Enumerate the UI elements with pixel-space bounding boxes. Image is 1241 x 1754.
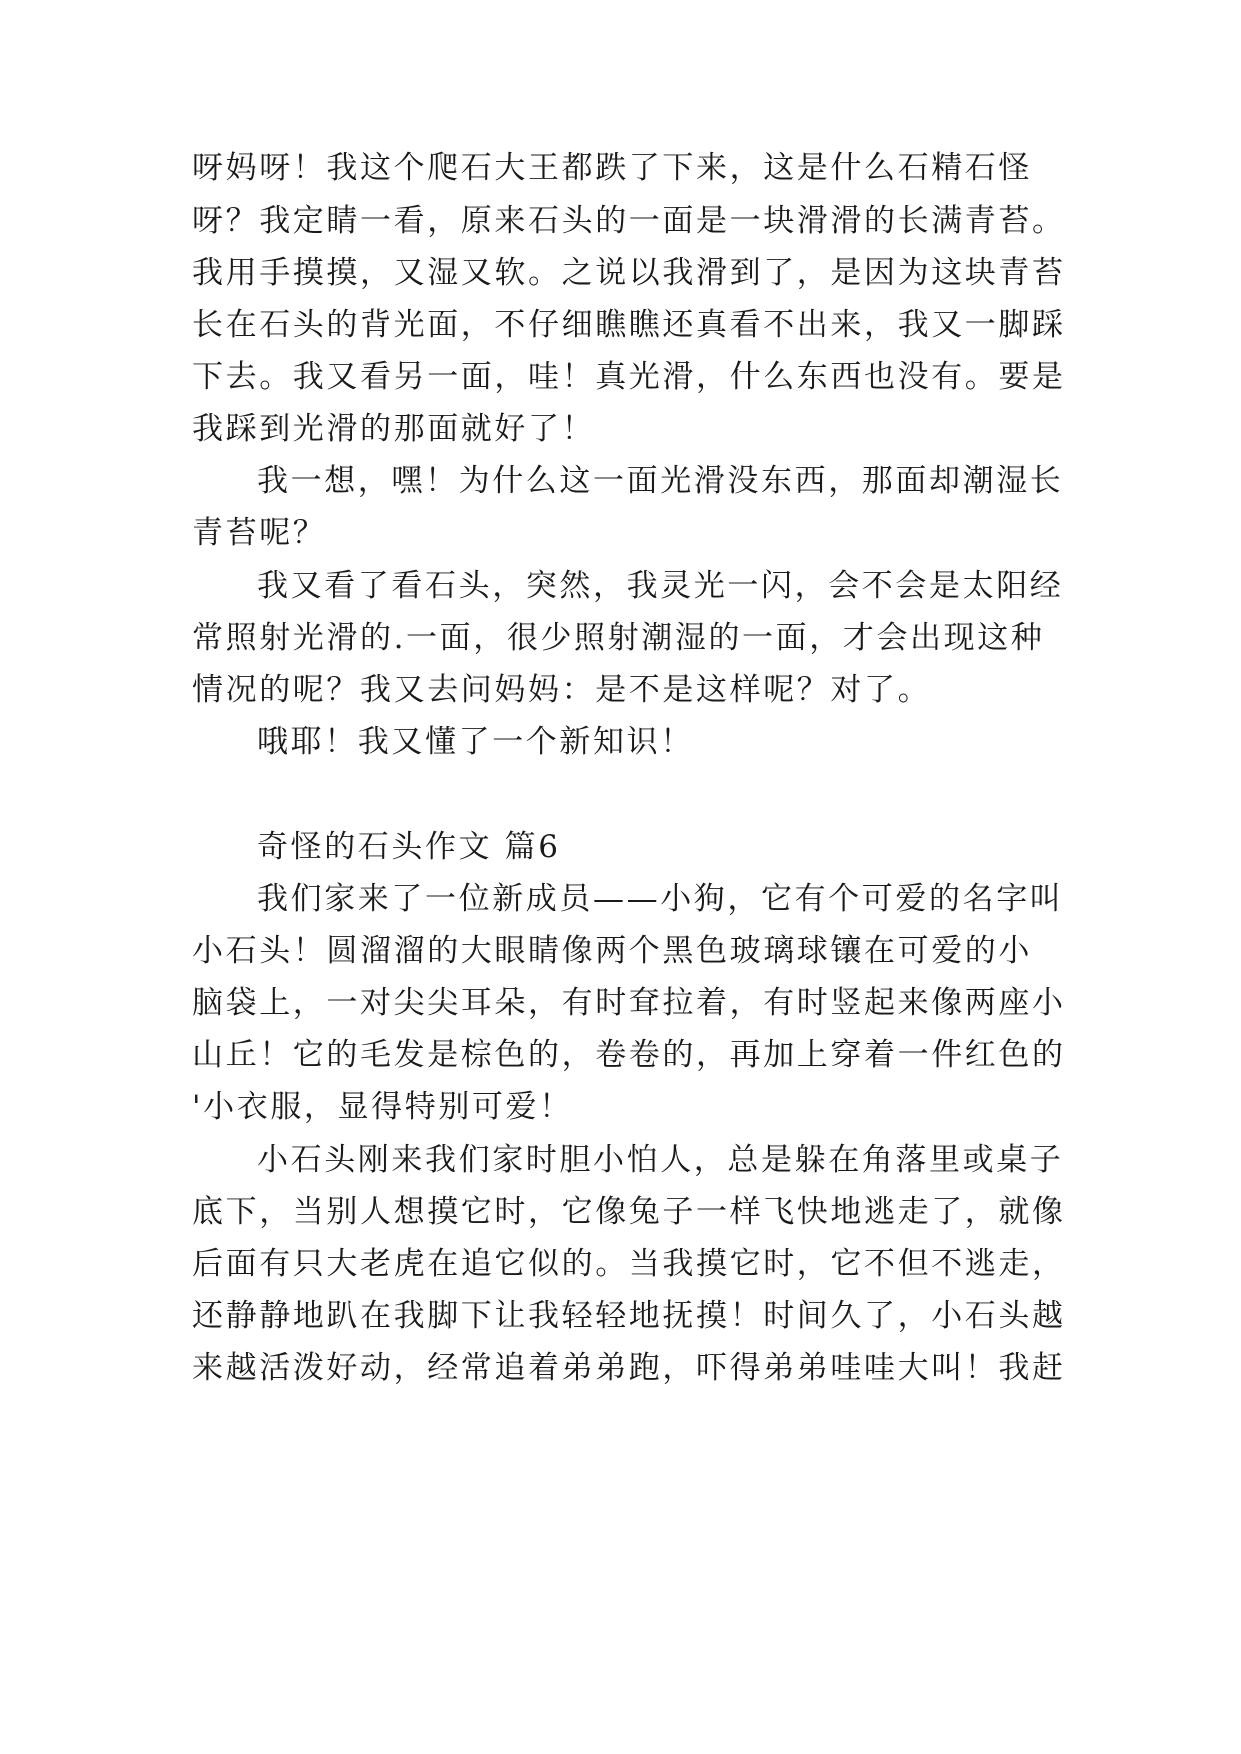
paragraph-line: 呀？我定睛一看，原来石头的一面是一块滑滑的长满青苔。 bbox=[192, 203, 1066, 239]
paragraph-line: 下去。我又看另一面，哇！真光滑，什么东西也没有。要是 bbox=[192, 359, 1066, 395]
paragraph-line: 来越活泼好动，经常追着弟弟跑，吓得弟弟哇哇大叫！我赶 bbox=[192, 1350, 1066, 1386]
paragraph-line: 小石头！圆溜溜的大眼睛像两个黑色玻璃球镶在可爱的小 bbox=[192, 933, 1032, 969]
paragraph-line: 我踩到光滑的那面就好了！ bbox=[192, 411, 596, 447]
paragraph-line: 底下，当别人想摸它时，它像兔子一样飞快地逃走了，就像 bbox=[192, 1194, 1066, 1230]
paragraph-line: 我们家来了一位新成员——小狗，它有个可爱的名字叫 bbox=[257, 881, 1064, 917]
paragraph-line: '小衣服，显得特别可爱！ bbox=[192, 1089, 573, 1125]
paragraph-line: 长在石头的背光面，不仔细瞧瞧还真看不出来，我又一脚踩 bbox=[192, 307, 1066, 343]
paragraph-line: 呀妈呀！我这个爬石大王都跌了下来，这是什么石精石怪 bbox=[192, 150, 1032, 186]
paragraph-line: 情况的呢？我又去问妈妈：是不是这样呢？对了。 bbox=[192, 672, 932, 708]
paragraph-line: 后面有只大老虎在追它似的。当我摸它时，它不但不逃走， bbox=[192, 1246, 1066, 1282]
paragraph-line: 我用手摸摸，又湿又软。之说以我滑到了，是因为这块青苔 bbox=[192, 255, 1066, 291]
paragraph-line: 我又看了看石头，突然，我灵光一闪，会不会是太阳经 bbox=[257, 568, 1064, 604]
section-title: 奇怪的石头作文 篇6 bbox=[257, 829, 561, 865]
paragraph-line: 还静静地趴在我脚下让我轻轻地抚摸！时间久了，小石头越 bbox=[192, 1298, 1066, 1334]
paragraph-line: 青苔呢？ bbox=[192, 515, 327, 551]
paragraph-line: 脑袋上，一对尖尖耳朵，有时耷拉着，有时竖起来像两座小 bbox=[192, 985, 1066, 1021]
paragraph-line: 山丘！它的毛发是棕色的，卷卷的，再加上穿着一件红色的 bbox=[192, 1037, 1066, 1073]
paragraph-line: 小石头刚来我们家时胆小怕人，总是躲在角落里或桌子 bbox=[257, 1142, 1064, 1178]
paragraph-line: 哦耶！我又懂了一个新知识！ bbox=[257, 724, 694, 760]
paragraph-line: 常照射光滑的.一面，很少照射潮湿的一面，才会出现这种 bbox=[192, 620, 1045, 656]
paragraph-line: 我一想，嘿！为什么这一面光滑没东西，那面却潮湿长 bbox=[257, 463, 1064, 499]
